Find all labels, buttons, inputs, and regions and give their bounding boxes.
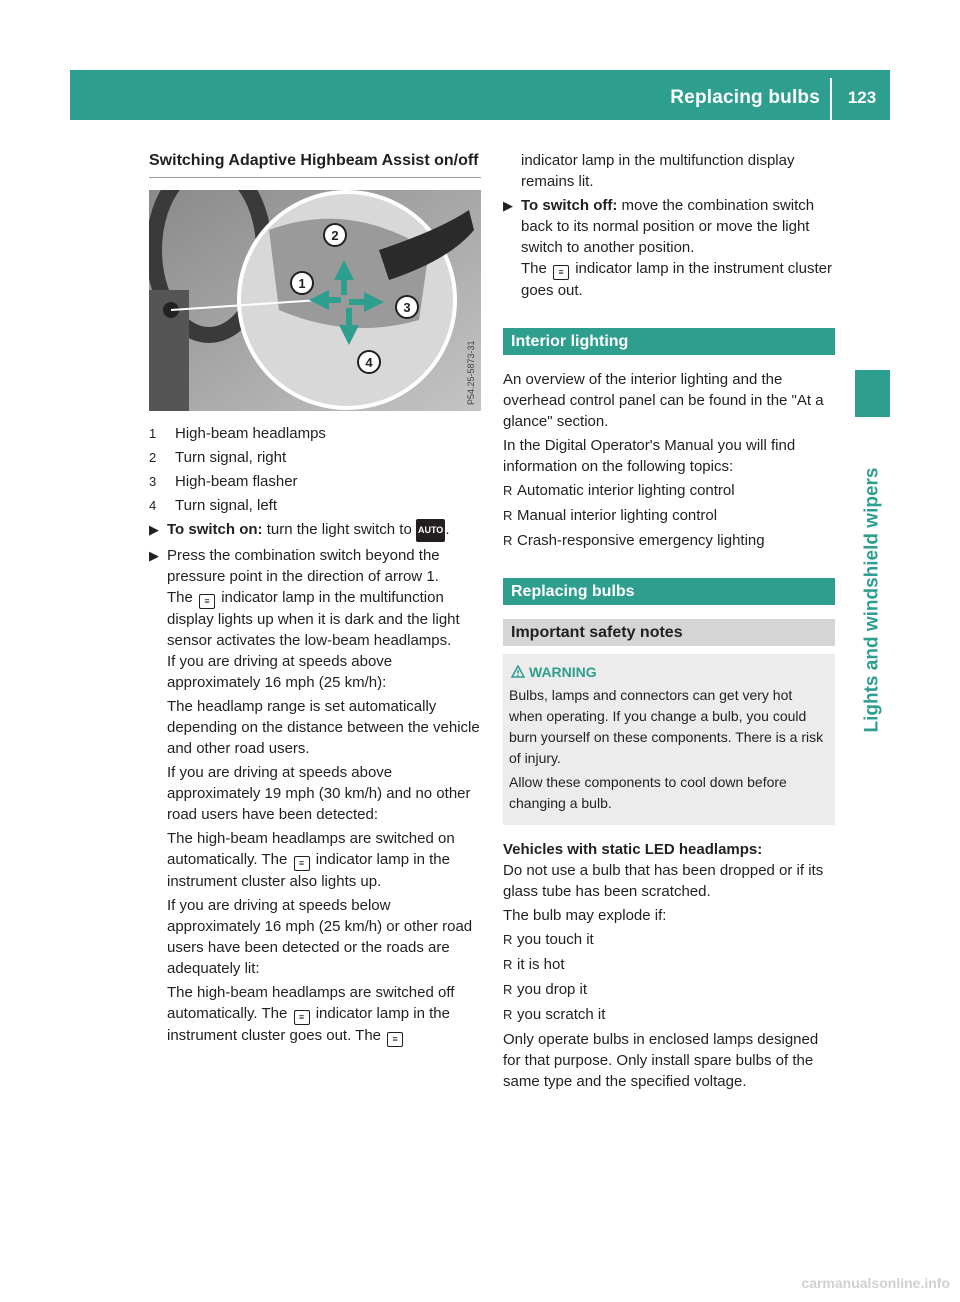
step-arrow-icon: ▶	[149, 548, 159, 563]
list-item-text: you scratch it	[517, 1006, 606, 1023]
arrow-ref-num: 1	[426, 568, 435, 585]
heading-rule	[149, 177, 481, 178]
step-label: To switch on:	[167, 521, 263, 538]
header-bar	[70, 70, 890, 120]
side-section-label	[855, 440, 890, 760]
bullet-icon: R	[503, 1007, 513, 1022]
step-text-b: indicator lamp in the instrument cluster goes out.	[521, 260, 832, 299]
step-text-b: indicator lamp in the multifunction display lights up when it is dark and the light sensor activates the low-beam headlamps.	[167, 589, 460, 649]
step-label: To switch off:	[521, 197, 618, 214]
led-heading: Vehicles with static LED headlamps:	[503, 841, 763, 858]
paragraph: If you are driving at speeds above approximately 19 mph (30 km/h) and no other road users have been detected:	[167, 764, 471, 823]
paragraph-text-b: indicator lamp in the instrument cluster goes out. The	[167, 1005, 450, 1044]
list-item	[503, 530, 835, 551]
adaptive-highbeam-icon: ≡	[553, 265, 569, 280]
step-text: move the combination switch back to its normal position or move the light switch to another position.	[521, 197, 815, 256]
footer-watermark: carmanualsonline.info	[801, 1275, 950, 1291]
step-switch-on: ▶ To switch on: turn the light switch to AUTO .	[149, 519, 481, 542]
callout-2: 2	[331, 228, 339, 243]
right-column	[503, 150, 835, 1095]
section-bar-interior-lighting: Interior lighting	[503, 328, 835, 355]
step-arrow-icon: ▶	[149, 522, 159, 537]
warning-box	[503, 654, 835, 825]
legend-text: High-beam flasher	[175, 473, 298, 490]
list-item-text: Manual interior lighting control	[517, 507, 718, 524]
left-column	[149, 150, 481, 1050]
paragraph: If you are driving at speeds below approximately 16 mph (25 km/h) or other road users have been detected or the roads are adequately lit:	[167, 897, 473, 977]
legend-text: Turn signal, left	[175, 497, 277, 514]
bullet-icon: R	[503, 483, 513, 498]
high-beam-icon: ≡	[294, 1010, 310, 1025]
step-text: Press the combination switch beyond the pressure point in the direction of arrow	[167, 547, 440, 585]
warning-text: Bulbs, lamps and connectors can get very hot when operating. If you change a bulb, you could burn yourself on these components. There is a risk of injury.	[509, 687, 824, 766]
list-item-text: you touch it	[517, 931, 594, 948]
callout-1: 1	[298, 276, 306, 291]
paragraph: indicator lamp in the multifunction display remains lit.	[521, 152, 795, 190]
section-heading: Switching Adaptive Highbeam Assist on/off	[149, 152, 479, 169]
list-item	[503, 1004, 835, 1025]
step-text-a: The	[521, 260, 547, 277]
paragraph	[149, 982, 481, 1047]
warning-title-text: WARNING	[529, 664, 597, 680]
step-text: turn the light switch to	[266, 521, 412, 538]
step-press-switch: ▶ Press the combination switch beyond the pressure point in the direction of arrow 1. The ≡ indicator lamp in the multifunction display lights up when it is dark and the light sensor activates the low-beam headlamps.	[149, 547, 460, 649]
list-item	[503, 505, 835, 526]
steering-wheel-figure	[149, 190, 481, 411]
legend-text: Turn signal, right	[175, 449, 287, 466]
legend-text: High-beam headlamps	[175, 425, 326, 442]
step-arrow-icon: ▶	[503, 198, 513, 213]
bullet-icon: R	[503, 932, 513, 947]
high-beam-icon: ≡	[294, 856, 310, 871]
bullet-icon: R	[503, 533, 513, 548]
list-item	[503, 929, 835, 950]
bullet-icon: R	[503, 957, 513, 972]
list-item-text: you drop it	[517, 981, 588, 998]
warning-title	[509, 662, 829, 683]
section-bar-replacing-bulbs: Replacing bulbs	[503, 578, 835, 605]
header-title: Replacing bulbs	[670, 87, 820, 108]
warning-text: Allow these components to cool down before changing a bulb.	[509, 774, 787, 811]
paragraph-text-b: indicator lamp in the instrument cluster also lights up.	[167, 851, 450, 890]
paragraph: In the Digital Operator's Manual you will find information on the following topics:	[503, 437, 796, 475]
callout-3: 3	[403, 300, 411, 315]
callout-4: 4	[365, 355, 373, 370]
adaptive-highbeam-icon: ≡	[199, 594, 215, 609]
subsection-bar-safety-notes: Important safety notes	[503, 619, 835, 646]
bullet-icon: R	[503, 508, 513, 523]
step-switch-off	[503, 195, 835, 301]
list-item	[503, 480, 835, 501]
list-item-text: it is hot	[517, 956, 565, 973]
side-section-text: Lights and windshield wipers	[861, 467, 883, 733]
legend-num: 1	[149, 426, 157, 441]
warning-triangle-icon	[511, 665, 525, 678]
legend-num: 3	[149, 474, 157, 489]
list-item-text: Crash-responsive emergency lighting	[517, 532, 765, 549]
auto-light-switch-icon: AUTO	[416, 519, 445, 542]
paragraph: Do not use a bulb that has been dropped or if its glass tube has been scratched.	[503, 862, 824, 900]
legend-item	[149, 423, 481, 444]
legend-num: 4	[149, 498, 157, 513]
paragraph-text-a: The high-beam headlamps are switched off automatically. The	[167, 984, 455, 1022]
adaptive-highbeam-icon: ≡	[387, 1032, 403, 1047]
figure-code: P54.25-5873-31	[466, 340, 476, 405]
list-item	[503, 979, 835, 1000]
page-number: 123	[847, 88, 877, 107]
paragraph: Only operate bulbs in enclosed lamps designed for that purpose. Only install spare bulbs of the same type and the specified voltage.	[503, 1031, 819, 1090]
legend-item	[149, 495, 481, 516]
header-separator	[830, 78, 832, 120]
legend-item	[149, 447, 481, 468]
paragraph	[149, 828, 481, 892]
paragraph: An overview of the interior lighting and the overhead control panel can be found in the "At a glance" section.	[503, 371, 824, 430]
step-text-a: The	[167, 589, 193, 606]
paragraph-text-a: The high-beam headlamps are switched on automatically. The	[167, 830, 455, 868]
legend-item	[149, 471, 481, 492]
combination-switch-illustration	[149, 190, 481, 411]
bullet-icon: R	[503, 982, 513, 997]
legend-num: 2	[149, 450, 157, 465]
paragraph: The bulb may explode if:	[503, 907, 667, 924]
paragraph: The headlamp range is set automatically depending on the distance between the vehicle and other road users.	[167, 698, 480, 757]
list-item	[503, 954, 835, 975]
list-item-text: Automatic interior lighting control	[517, 482, 735, 499]
side-tab-marker	[855, 370, 890, 417]
paragraph: If you are driving at speeds above approximately 16 mph (25 km/h):	[167, 653, 393, 691]
